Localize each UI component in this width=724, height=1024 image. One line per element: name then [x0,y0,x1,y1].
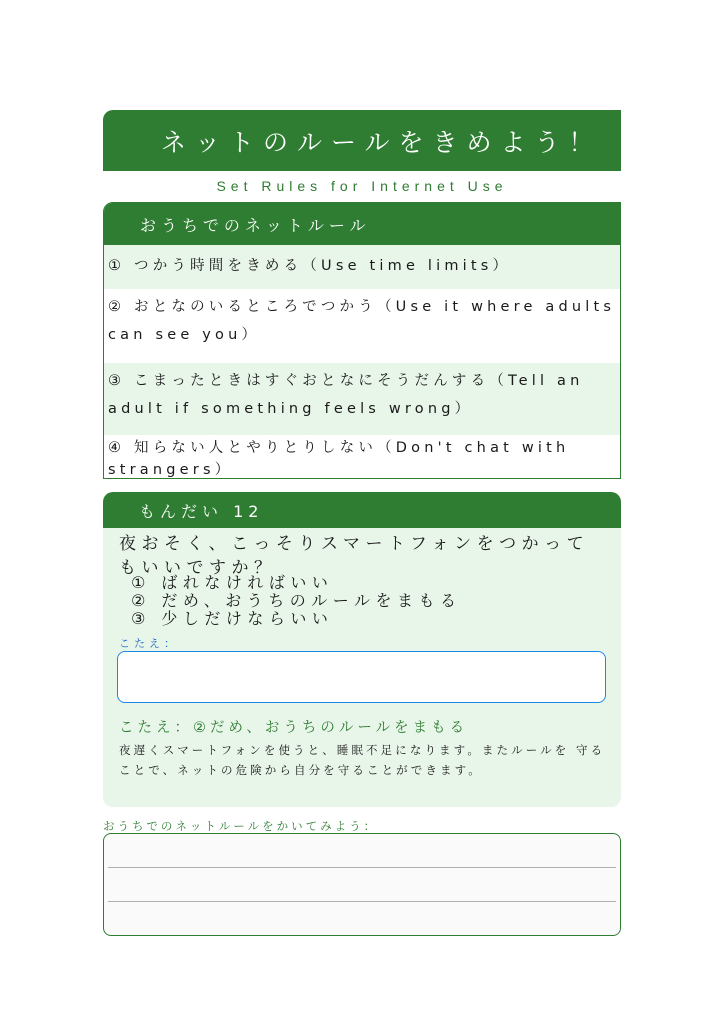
quiz-card [103,492,621,807]
answer-input[interactable] [117,651,606,703]
writing-line [108,901,616,902]
rule-item-1: ① つかう時間をきめる（Use time limits） [104,245,620,289]
quiz-option-1: ① ばれなければいい [131,573,334,592]
quiz-question: 夜おそく、こっそりスマートフォンをつかってもいいですか？ [119,534,590,578]
write-rules-label: おうちでのネットルールをかいてみよう： [103,819,379,833]
rule-item-3: ③ こまったときはすぐおとなにそうだんする（Tell an adult if something feels wrong） [104,363,620,435]
quiz-option-2: ② だめ、おうちのルールをまもる [131,591,462,610]
home-rules-card [103,202,621,479]
correct-answer: こたえ：②だめ、おうちのルールをまもる [119,720,469,736]
write-rules-area[interactable] [103,833,621,936]
answer-label: こたえ： [119,637,179,650]
rule-item-4: ④ 知らない人とやりとりしない（Don't chat with strangers） [108,440,570,478]
quiz-options [131,574,461,628]
writing-line [108,867,616,868]
page-title: ネットのルールをきめよう！ [103,110,621,171]
page-subtitle: Set Rules for Internet Use [216,178,508,194]
rule-item-2: ② おとなのいるところでつかう（Use it where adults can see you） [108,299,616,343]
quiz-option-3: ③ 少しだけならいい [131,609,334,628]
quiz-heading: もんだい 12 [103,492,621,528]
answer-explanation: 夜遅くスマートフォンを使うと、睡眠不足になります。またルールを 守ることで、ネットの危険から自分を守ることができます。 [119,743,606,777]
home-rules-heading: おうちでのネットルール [104,203,620,245]
